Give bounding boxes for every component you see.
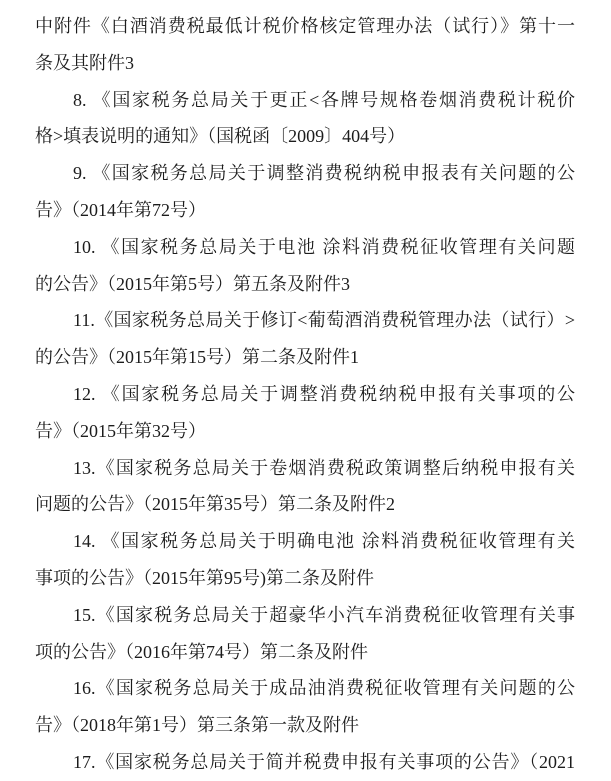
text-line: 的公告》（2015年第15号）第二条及附件1 [35, 347, 359, 368]
text-line: 条及其附件3 [35, 52, 134, 73]
text-line: 15.《国家税务总局关于超豪华小汽车消费税征收管理有关事 [73, 604, 575, 625]
text-line: 告》（2014年第72号） [35, 199, 206, 220]
text-line: 告》（2015年第32号） [35, 420, 206, 441]
text-line: 13.《国家税务总局关于卷烟消费税政策调整后纳税申报有关 [73, 457, 575, 478]
text-line: 10. 《国家税务总局关于电池 涂料消费税征收管理有关问题 [73, 236, 575, 257]
text-line: 17.《国家税务总局关于简并税费申报有关事项的公告》（2021 [73, 751, 575, 772]
text-line: 8. 《国家税务总局关于更正<各牌号规格卷烟消费税计税价 [73, 89, 575, 110]
text-line: 12. 《国家税务总局关于调整消费税纳税申报有关事项的公 [73, 383, 575, 404]
text-line: 14. 《国家税务总局关于明确电池 涂料消费税征收管理有关 [73, 531, 575, 552]
text-line: 问题的公告》（2015年第35号）第二条及附件2 [35, 494, 395, 515]
text-line: 9. 《国家税务总局关于调整消费税纳税申报表有关问题的公 [73, 163, 575, 184]
document-text-block [35, 8, 575, 781]
text-line: 告》（2018年第1号）第三条第一款及附件 [35, 715, 359, 736]
text-line: 16.《国家税务总局关于成品油消费税征收管理有关问题的公 [73, 678, 575, 699]
text-line: 格>填表说明的通知》（国税函〔2009〕404号） [35, 126, 406, 147]
text-line: 项的公告》（2016年第74号）第二条及附件 [35, 641, 368, 662]
text-line: 中附件《白酒消费税最低计税价格核定管理办法（试行）》第十一 [35, 16, 575, 36]
text-line: 事项的公告》（2015年第95号)第二条及附件 [35, 567, 374, 588]
text-line: 的公告》（2015年第5号）第五条及附件3 [35, 273, 350, 294]
text-line: 11.《国家税务总局关于修订<葡萄酒消费税管理办法（试行）> [73, 310, 575, 331]
